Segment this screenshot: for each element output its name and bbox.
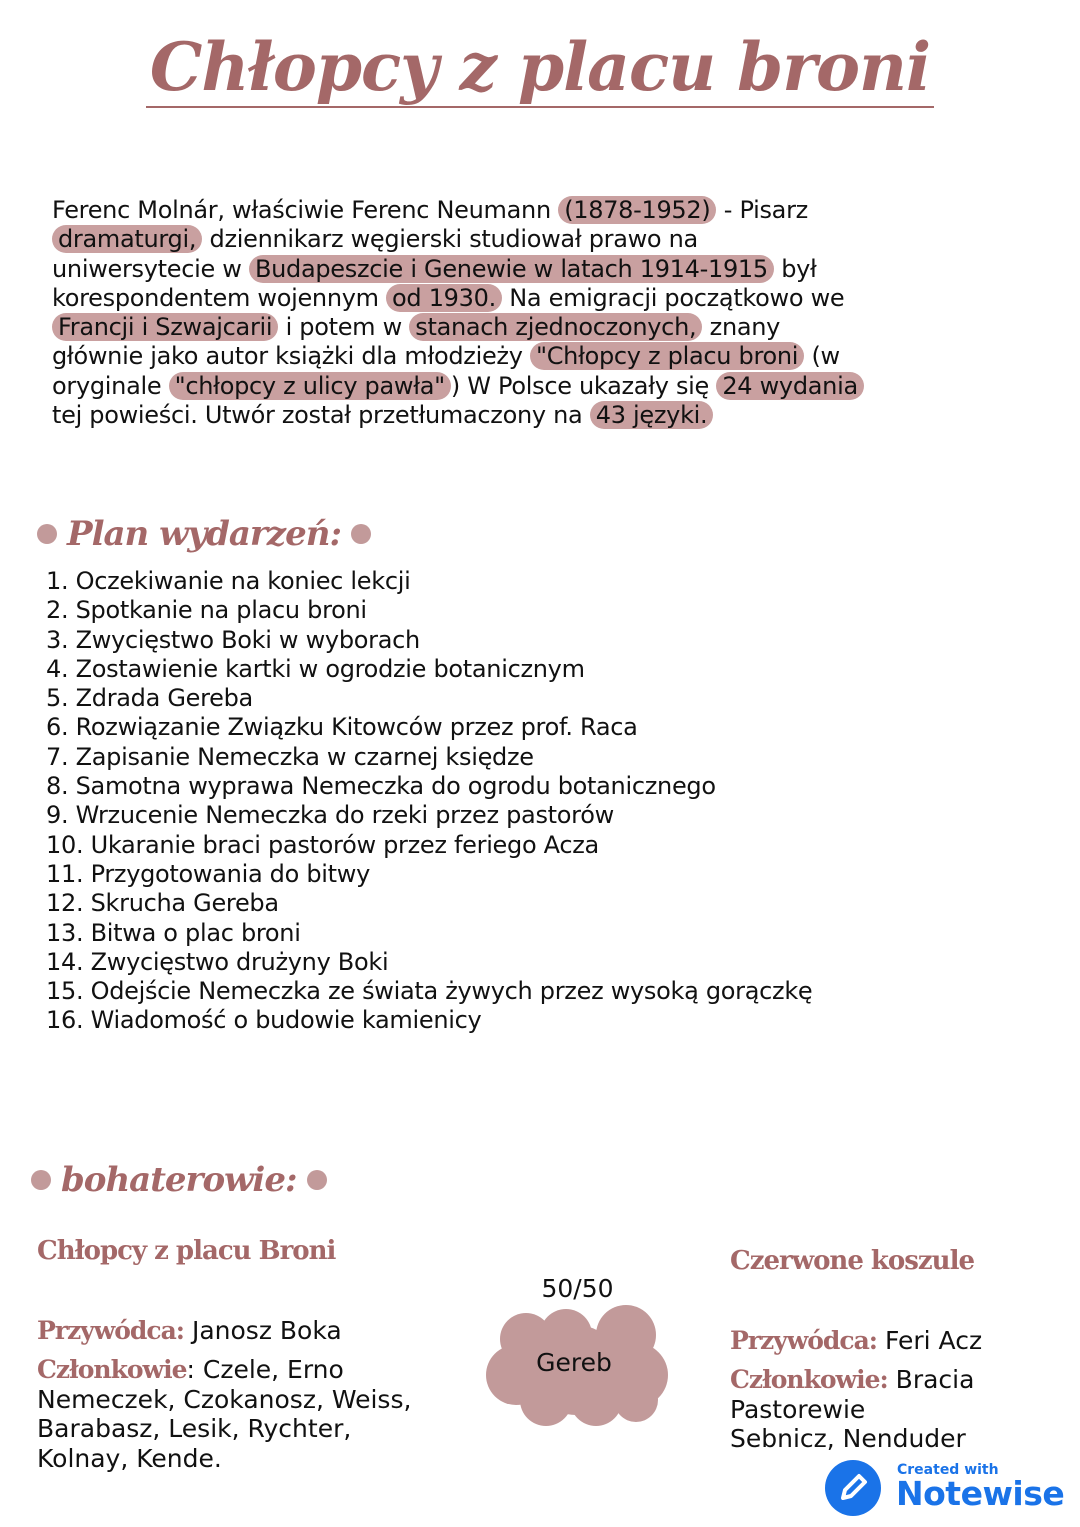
paragraph-line <box>52 225 864 254</box>
bullet-dot <box>307 1170 327 1190</box>
plan-list <box>46 567 812 1036</box>
group-right-title: Czerwone koszule <box>730 1246 974 1276</box>
highlighted-text: (1878-1952) <box>558 196 716 224</box>
text-segment: uniwersytecie w <box>52 254 249 283</box>
members-line <box>37 1385 411 1415</box>
members-text: Nemeczek, Czokanosz, Weiss, <box>37 1384 412 1414</box>
highlighted-text: 24 wydania <box>716 372 864 400</box>
plan-item: 15. Odejście Nemeczka ze świata żywych przez wysoką gorączkę <box>46 977 813 1006</box>
highlighted-text: od 1930. <box>386 284 502 312</box>
paragraph-line <box>52 313 864 342</box>
notewise-logo-icon <box>825 1460 881 1516</box>
members-line <box>730 1365 974 1395</box>
highlighted-text: Budapeszcie i Genewie w latach 1914-1915 <box>249 255 774 283</box>
leader-name: Janosz Boka <box>184 1316 342 1345</box>
plan-item: 6. Rozwiązanie Związku Kitowców przez prof. Raca <box>46 713 638 742</box>
members-text: Pastorewie <box>730 1394 866 1424</box>
highlighted-text: 43 języki. <box>590 401 714 429</box>
plan-item: 9. Wrzucenie Nemeczka do rzeki przez pastorów <box>46 801 614 830</box>
leader-name: Feri Acz <box>877 1326 983 1355</box>
plan-heading-row <box>37 514 371 554</box>
left-members <box>37 1355 411 1473</box>
highlighted-text: "Chłopcy z placu broni <box>530 342 804 370</box>
right-leader <box>730 1326 982 1356</box>
members-line <box>37 1414 411 1444</box>
members-line <box>37 1444 411 1474</box>
members-line <box>730 1395 974 1425</box>
text-segment: Ferenc Molnár, właściwie Ferenc Neumann <box>52 196 559 224</box>
watermark-brand: Notewise <box>896 1474 1065 1513</box>
text-segment: tej powieści. Utwór został przetłumaczony na <box>52 401 590 430</box>
text-segment: - Pisarz <box>716 196 808 224</box>
intro-paragraph <box>52 196 864 430</box>
plan-item: 1. Oczekiwanie na koniec lekcji <box>46 567 411 595</box>
highlighted-text: Francji i Szwajcarii <box>52 313 278 341</box>
group-left-title: Chłopcy z placu Broni <box>37 1236 336 1266</box>
paragraph-line <box>52 196 864 225</box>
heroes-heading-row <box>31 1160 327 1200</box>
members-text: Bracia <box>887 1365 975 1394</box>
plan-item: 14. Zwycięstwo drużyny Boki <box>46 947 389 976</box>
text-segment: (w <box>804 342 840 371</box>
plan-item: 7. Zapisanie Nemeczka w czarnej księdze <box>46 742 534 771</box>
text-segment: i potem w <box>278 313 410 342</box>
plan-item: 4. Zostawienie kartki w ogrodzie botanicznym <box>46 654 585 683</box>
plan-item: 16. Wiadomość o budowie kamienicy <box>46 1006 482 1035</box>
text-segment: oryginale <box>52 371 169 400</box>
paragraph-line <box>52 401 864 430</box>
gereb-label: Gereb <box>536 1348 612 1377</box>
plan-item: 13. Bitwa o plac broni <box>46 918 301 947</box>
plan-item: 10. Ukaranie braci pastorów przez feriego Acza <box>46 830 599 859</box>
bullet-dot <box>37 524 57 544</box>
right-members <box>730 1365 974 1454</box>
plan-item: 5. Zdrada Gereba <box>46 684 253 713</box>
members-label: Członkowie <box>37 1355 187 1384</box>
bullet-dot <box>351 524 371 544</box>
text-segment: ) W Polsce ukazały się <box>450 371 717 400</box>
plan-heading: Plan wydarzeń: <box>67 514 342 554</box>
members-label: Członkowie: <box>730 1365 888 1394</box>
bullet-dot <box>31 1170 51 1190</box>
plan-item: 8. Samotna wyprawa Nemeczka do ogrodu botanicznego <box>46 772 716 801</box>
page-title <box>0 28 1080 108</box>
plan-item: 11. Przygotowania do bitwy <box>46 859 370 888</box>
plan-item: 2. Spotkanie na placu broni <box>46 596 367 625</box>
members-text: Kolnay, Kende. <box>37 1443 222 1473</box>
plan-item: 3. Zwycięstwo Boki w wyborach <box>46 625 420 654</box>
paragraph-line <box>52 255 864 284</box>
leader-label: Przywódca: <box>37 1316 185 1345</box>
members-text: Barabasz, Lesik, Rychter, <box>37 1414 352 1443</box>
highlighted-text: "chłopcy z ulicy pawła" <box>169 372 451 400</box>
members-text: Sebnicz, Nenduder <box>730 1424 966 1453</box>
watermark-small: Created with <box>897 1462 999 1478</box>
leader-label: Przywódca: <box>730 1326 878 1355</box>
members-line <box>37 1355 411 1385</box>
members-text: : Czele, Erno <box>186 1355 344 1384</box>
plan-item: 12. Skrucha Gereba <box>46 889 279 918</box>
highlighted-text: dramaturgi, <box>52 225 202 253</box>
heroes-heading: bohaterowie: <box>61 1160 297 1200</box>
left-leader <box>37 1316 342 1346</box>
paragraph-line <box>52 284 864 313</box>
text-segment: był <box>773 254 817 283</box>
score-label: 50/50 <box>541 1274 614 1303</box>
text-segment: znany <box>702 313 781 342</box>
text-segment: głównie jako autor książki dla młodzieży <box>52 342 530 371</box>
members-line <box>730 1424 974 1454</box>
text-segment: dziennikarz węgierski studiował prawo na <box>202 225 698 254</box>
paragraph-line <box>52 342 864 371</box>
title-text: Chłopcy z placu broni <box>146 28 934 108</box>
text-segment: Na emigracji początkowo we <box>501 283 845 312</box>
paragraph-line <box>52 372 864 401</box>
text-segment: korespondentem wojennym <box>52 283 387 312</box>
highlighted-text: stanach zjednoczonych, <box>409 313 702 341</box>
